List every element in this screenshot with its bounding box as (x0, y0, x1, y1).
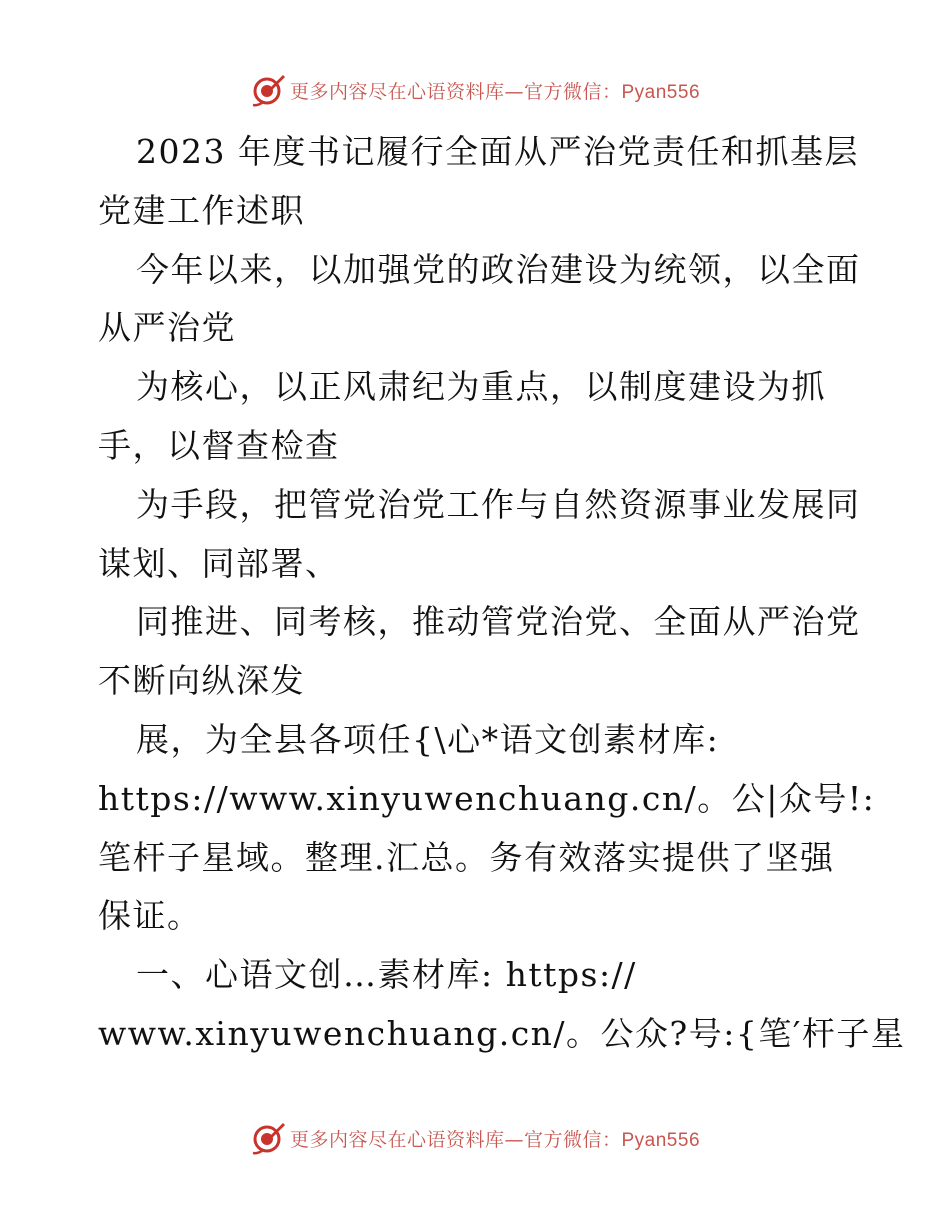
paragraph-line: 为手段，把管党治党工作与自然资源事业发展同 (136, 484, 861, 524)
paragraph-line: 笔杆子星域。整理.汇总。务有效落实提供了坚强 (98, 837, 835, 877)
footer-wechat-id: Pyan556 (621, 1129, 701, 1151)
paragraph-line: 手，以督查检查 (98, 425, 340, 465)
paragraph-line: 今年以来，以加强党的政治建设为统领，以全面 (136, 249, 861, 289)
footer-banner-label: 更多内容尽在心语资料库—官方微信： (289, 1128, 622, 1151)
document-body (98, 123, 906, 1064)
paragraph-line: 从严治党 (98, 308, 236, 348)
header-banner (0, 70, 950, 110)
header-wechat-id: Pyan556 (621, 81, 701, 103)
header-banner-label: 更多内容尽在心语资料库—官方微信： (289, 80, 622, 103)
paragraph-line: 谋划、同部署、 (98, 543, 340, 583)
footer-banner-text (290, 1125, 700, 1152)
doc-title-line-2: 党建工作述职 (98, 190, 305, 230)
footer-banner (0, 1118, 950, 1158)
pen-circle-logo-icon (250, 72, 286, 108)
paragraph-line: 为核心，以正风肃纪为重点，以制度建设为抓 (136, 367, 826, 407)
paragraph-line: 展，为全县各项任{\心*语文创素材库: (136, 719, 720, 759)
section-heading-line: www.xinyuwenchuang.cn/。公众?号:{笔′杆子星 (98, 1013, 906, 1053)
section-heading-line: 一、心语文创…素材库: https:// (136, 955, 637, 995)
doc-title-line-1: 2023 年度书记履行全面从严治党责任和抓基层 (136, 132, 859, 171)
header-banner-text (290, 77, 700, 104)
paragraph-line: 保证。 (98, 896, 202, 936)
paragraph-line: 同推进、同考核，推动管党治党、全面从严治党 (136, 602, 861, 642)
paragraph-line: https://www.xinyuwenchuang.cn/。公|众号!: (98, 778, 876, 818)
pen-circle-logo-icon (250, 1120, 286, 1156)
paragraph-line: 不断向纵深发 (98, 661, 305, 701)
